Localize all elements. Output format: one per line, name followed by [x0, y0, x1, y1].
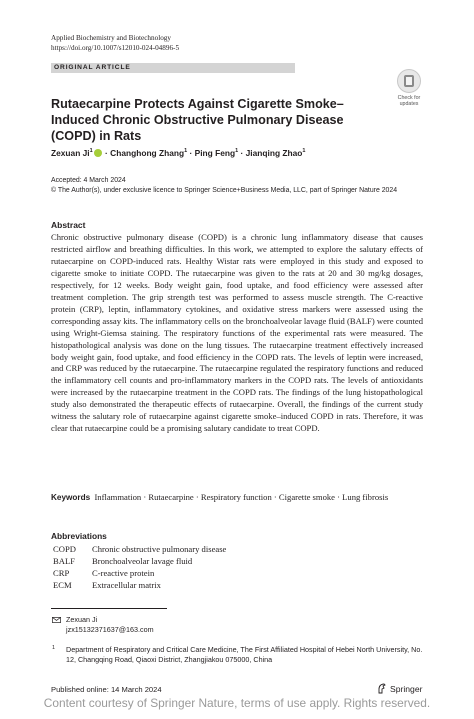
- author-name[interactable]: Zexuan Ji: [51, 147, 90, 158]
- abbreviation-row: [51, 568, 226, 580]
- journal-header: [51, 33, 179, 53]
- accepted-date: Accepted: 4 March 2024: [51, 177, 126, 184]
- orcid-icon[interactable]: [94, 149, 102, 157]
- check-for-updates-badge[interactable]: [393, 69, 425, 115]
- abstract-text: Chronic obstructive pulmonary disease (COPD) is a chronic lung inflammatory disease that causes restricted airflow and breathing difficulties. In this work, we attempted to explore the salutary effects of rutaecarpine on COPD-induced rats. Healthy Wistar rats were employed in this study and exposed to cigarette smoke to initiate COPD. The rutaecarpine was given to the rats at 20 and 30 mg/kg dosages, respectively, for 12 weeks. Body weight gain, food uptake, and food efficiency were assessed after treatment completion. The grip strength test was performed to assess muscle strength. The C-reactive protein (CRP), leptin, inflammatory cytokines, and oxidative stress markers were assessed using the corresponding assay kits. The inflammatory cells on the bronchoalveolar lavage fluid (BALF) were counted using Wright-Giemsa staining. The respiratory functions of the experimental rats were measured. The histopathological analysis was done on the lung tissues. The rutaecarpine treatment effectively increased body weight gain, food uptake, and food efficiency in the COPD rats. The levels of leptin were increased, and CRP was reduced by the rutaecarpine. The rutaecarpine regulated the respiratory functions and reduced the inflammatory cell counts and pro-inflammatory markers in the COPD rats. The levels of antioxidants were increased by the rutaecarpine treatment in the COPD rats. The findings of the lung histopathological study also demonstrated the therapeutic effects of rutaecarpine. Overall, the findings of the current study witness the salutary role of rutaecarpine against cigarette smoke–induced COPD in rats. Therefore, it was clear that rutaecarpine could be a promising salutary candidate to treat COPD.: [51, 232, 423, 434]
- check-updates-icon: [397, 69, 421, 93]
- abbreviations-heading: Abbreviations: [51, 531, 107, 541]
- springer-horse-icon: [377, 683, 387, 694]
- affiliation-number: 1: [52, 645, 56, 651]
- author-affil-sup: 1: [235, 148, 239, 154]
- author-affil-sup: 1: [302, 148, 306, 154]
- abbreviation-row: [51, 580, 226, 592]
- abbreviation-row: [51, 544, 226, 556]
- badge-line-2: updates: [399, 101, 419, 108]
- author-separator: ·: [102, 147, 111, 158]
- article-dates: [51, 176, 397, 196]
- doi-link[interactable]: https://doi.org/10.1007/s12010-024-04896-5: [51, 44, 180, 52]
- corresponding-author: [66, 615, 154, 635]
- author-affil-sup: 1: [184, 148, 188, 154]
- abbreviation: ECM: [53, 579, 72, 590]
- abbreviation-meaning: Extracellular matrix: [92, 579, 161, 590]
- keywords-text: Inflammation · Rutaecarpine · Respiratory function · Cigarette smoke · Lung fibrosis: [94, 492, 389, 502]
- abbreviations-table: [51, 544, 226, 592]
- affiliation-text: Department of Respiratory and Critical Care Medicine, The First Affiliated Hospital of Hebei North University, No. 12, Changqing Road, Qiaoxi District, Zhangjiakou 075000, China: [66, 645, 423, 664]
- abbreviation-meaning: Bronchoalveolar lavage fluid: [92, 555, 193, 566]
- badge-line-1: Check for: [397, 95, 421, 101]
- keywords: [51, 492, 423, 504]
- abbreviation: BALF: [53, 555, 75, 566]
- abbreviation-meaning: Chronic obstructive pulmonary disease: [92, 544, 227, 554]
- abstract-heading: Abstract: [51, 220, 86, 230]
- envelope-icon[interactable]: [52, 617, 61, 623]
- courtesy-watermark: Content courtesy of Springer Nature, terms of use apply. Rights reserved.: [43, 696, 431, 710]
- author-list: [51, 146, 305, 159]
- keywords-label: Keywords: [51, 493, 91, 502]
- corresponding-email[interactable]: jzx15132371637@163.com: [66, 625, 154, 634]
- corresponding-name: Zexuan Ji: [66, 615, 98, 624]
- publisher-logo[interactable]: [377, 683, 422, 695]
- article-type-label: ORIGINAL ARTICLE: [51, 63, 295, 73]
- copyright-notice: © The Author(s), under exclusive licence to Springer Science+Business Media, LLC, part of Springer Nature 2024: [51, 187, 398, 194]
- abbreviation-meaning: C-reactive protein: [92, 567, 155, 578]
- publisher-name: Springer: [390, 684, 423, 694]
- author-separator: ·: [187, 147, 195, 158]
- journal-name: Applied Biochemistry and Biotechnology: [51, 34, 171, 42]
- author-name[interactable]: Jianqing Zhao: [245, 147, 303, 158]
- author-name[interactable]: Changhong Zhang: [110, 147, 185, 158]
- author-separator: ·: [238, 147, 246, 158]
- footnote-divider: [51, 608, 167, 609]
- abbreviation-row: [51, 556, 226, 568]
- abbreviation: COPD: [53, 544, 76, 554]
- author-name[interactable]: Ping Feng: [194, 147, 236, 158]
- abbreviation: CRP: [53, 567, 70, 578]
- published-online-date: Published online: 14 March 2024: [51, 685, 162, 694]
- author-affil-sup: 1: [89, 148, 93, 154]
- article-title: Rutaecarpine Protects Against Cigarette Smoke–Induced Chronic Obstructive Pulmonary Disease (COPD) in Rats: [51, 97, 344, 143]
